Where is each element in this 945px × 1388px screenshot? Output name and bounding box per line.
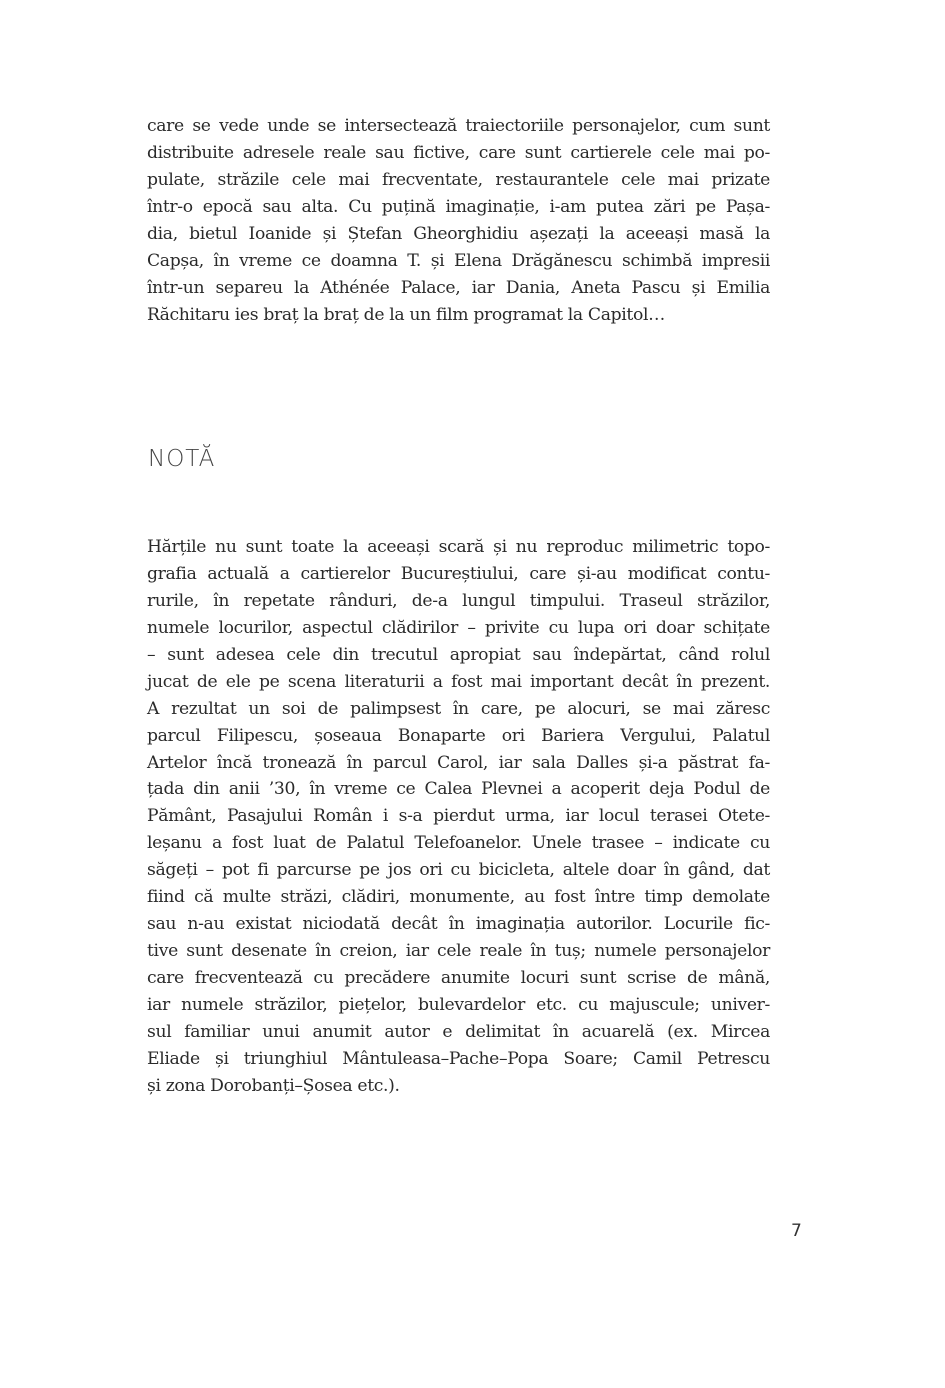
text-line: fiind că multe străzi, clădiri, monumente, au fost între timp demolate [147,887,770,908]
intro-paragraph [147,113,770,329]
text-line: dia, bietul Ioanide și Ștefan Gheorghidiu așezați la aceeași masă la [147,223,770,244]
text-line: care frecventează cu precădere anumite locuri sunt scrise de mână, [147,968,770,988]
text-line: pulate, străzile cele mai frecventate, restaurantele cele mai prizate [147,169,770,190]
text-line: într-o epocă sau alta. Cu puțină imaginație, i-am putea zări pe Pașa- [147,196,770,217]
text-line: Eliade și triunghiul Mântuleasa–Pache–Popa Soare; Camil Petrescu [147,1048,770,1069]
text-line: care se vede unde se intersectează traiectoriile personajelor, cum sunt [147,116,770,136]
text-line: parcul Filipescu, șoseaua Bonaparte ori Bariera Vergului, Palatul [147,725,770,746]
text-line: Hărțile nu sunt toate la aceeași scară și nu reproduc milimetric topo- [147,537,770,557]
text-line: săgeți – pot fi parcurse pe jos ori cu bicicleta, altele doar în gând, dat [147,860,770,881]
text-line: tive sunt desenate în creion, iar cele reale în tuș; numele personajelor [147,941,770,962]
page-number: 7 [791,1221,802,1241]
text-line: distribuite adresele reale sau fictive, care sunt cartierele cele mai po- [147,142,770,163]
text-line: iar numele străzilor, piețelor, bulevardelor etc. cu majuscule; univer- [147,994,770,1015]
text-line: numele locurilor, aspectul clădirilor – privite cu lupa ori doar schițate [147,617,770,638]
text-line: sul familiar unui anumit autor e delimitat în acuarelă (ex. Mircea [147,1021,770,1042]
text-line: rurile, în repetate rânduri, de-a lungul timpului. Traseul străzilor, [147,590,770,611]
text-line: țada din anii ’30, în vreme ce Calea Plevnei a acoperit deja Podul de [147,779,770,800]
text-line: și zona Dorobanți–Șosea etc.). [147,1075,400,1096]
text-line: – sunt adesea cele din trecutul apropiat sau îndepărtat, când rolul [147,644,770,665]
text-line: Artelor încă tronează în parcul Carol, iar sala Dalles și-a păstrat fa- [147,752,770,773]
text-line: leșanu a fost luat de Palatul Telefoanelor. Unele trasee – indicate cu [147,833,770,854]
text-line: într-un separeu la Athénée Palace, iar Dania, Aneta Pascu și Emilia [147,277,770,298]
text-line: Pământ, Pasajului Român i s-a pierdut urma, iar locul terasei Otete- [147,806,770,827]
text-line: A rezultat un soi de palimpsest în care, pe alocuri, se mai zăresc [147,698,770,719]
text-line: sau n-au existat niciodată decât în imaginația autorilor. Locurile fic- [147,914,770,935]
text-line: grafia actuală a cartierelor Bucureștiului, care și-au modificat contu- [147,563,770,584]
note-paragraph [147,534,770,1100]
section-heading: NOTĂ [148,446,216,472]
text-line: Capșa, în vreme ce doamna T. și Elena Drăgănescu schimbă impresii [147,250,770,271]
text-line: jucat de ele pe scena literaturii a fost mai important decât în prezent. [147,671,770,692]
text-line: Răchitaru ies braț la braț de la un film programat la Capitol… [147,304,665,325]
